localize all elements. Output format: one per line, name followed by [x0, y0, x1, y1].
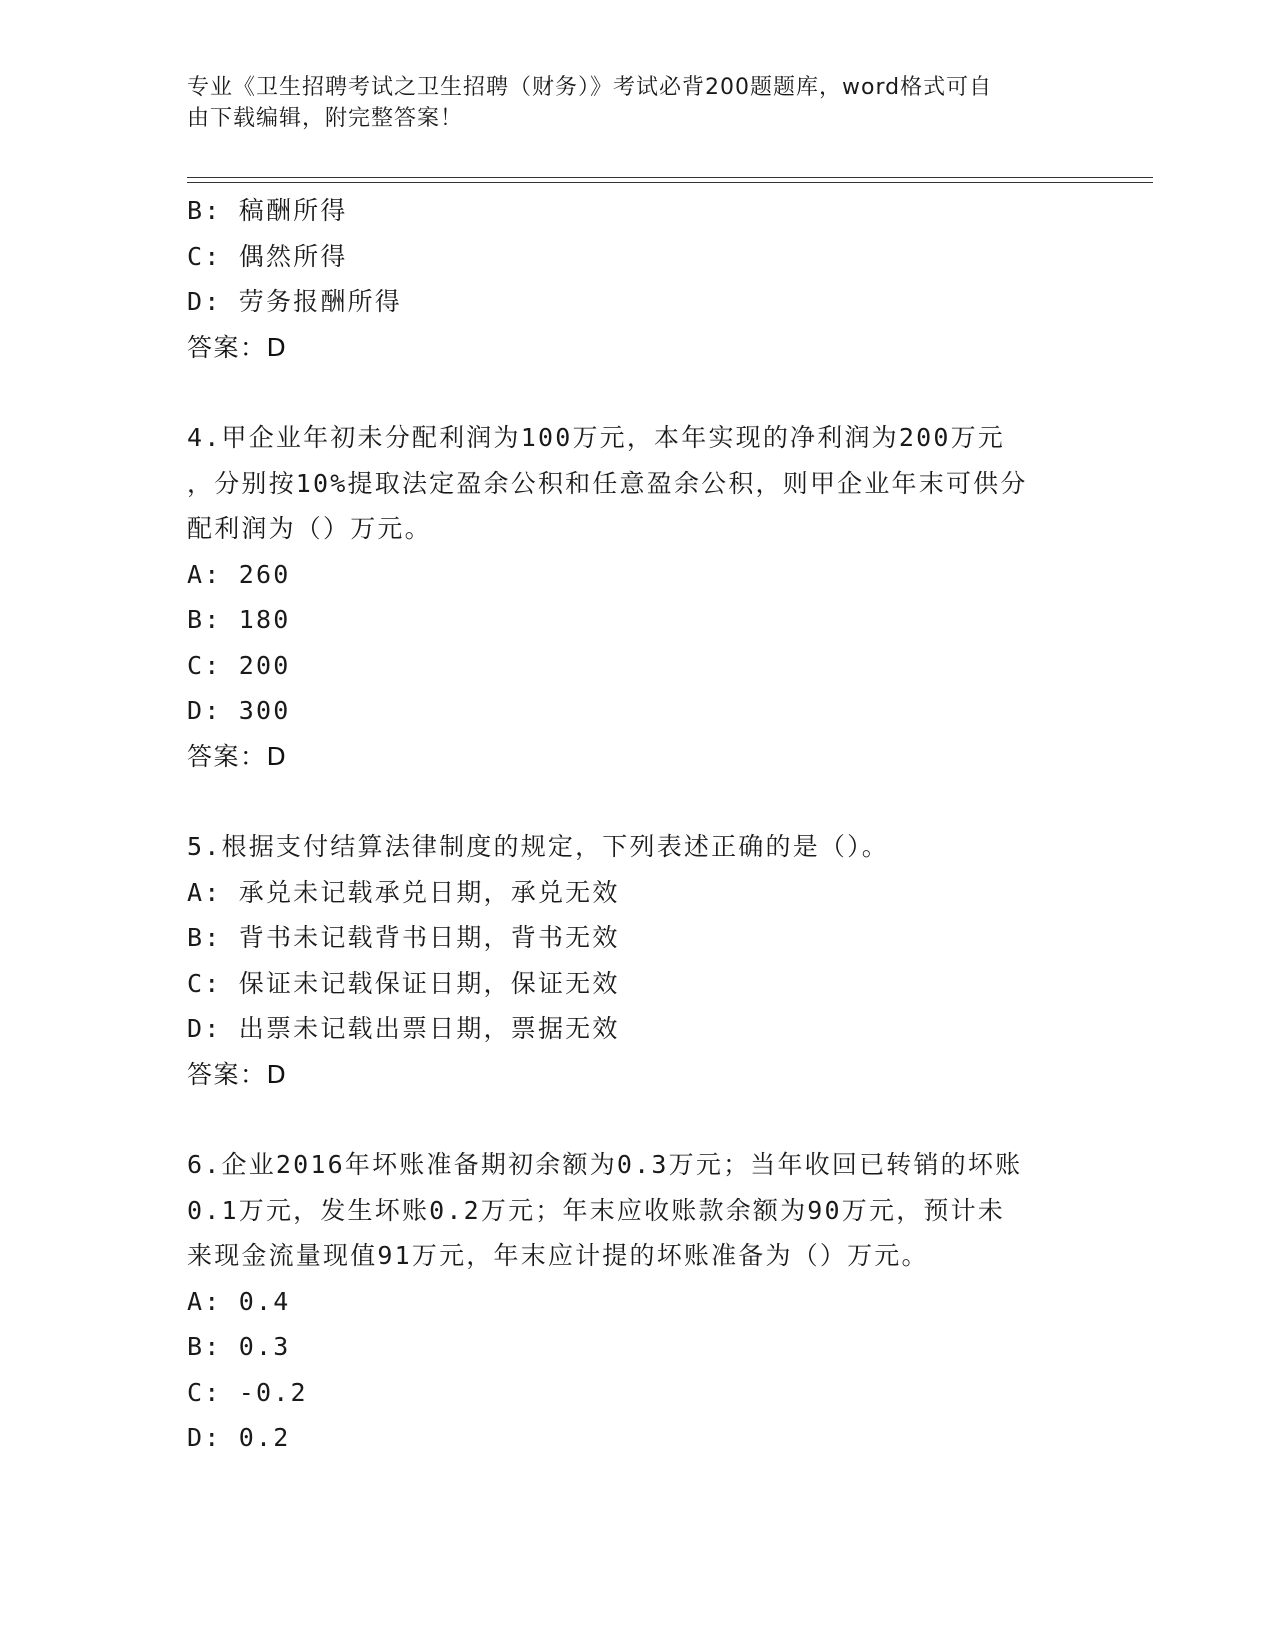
- option-b: B: 180: [187, 605, 291, 634]
- option-d: D: 0.2: [187, 1423, 291, 1452]
- question-text-line: 0.1万元，发生坏账0.2万元；年末应收账款余额为90万元，预计未: [187, 1195, 1006, 1225]
- header-line-1: 专业《卫生招聘考试之卫生招聘（财务）》考试必背200题题库，word格式可自: [187, 75, 993, 100]
- question-5: [187, 824, 1087, 1097]
- spacer: [187, 370, 1087, 415]
- question-text-line: ，分别按10%提取法定盈余公积和任意盈余公积，则甲企业年末可供分: [187, 468, 1028, 498]
- option-c: C: 200: [187, 650, 291, 680]
- option-a: A: 承兑未记载承兑日期，承兑无效: [187, 877, 620, 907]
- option-c: C: 偶然所得: [187, 241, 348, 271]
- document-header: [187, 72, 1067, 134]
- header-line-2: 由下载编辑，附完整答案！: [187, 106, 464, 131]
- option-d: D: 劳务报酬所得: [187, 287, 402, 316]
- option-d: D: 300: [187, 696, 291, 725]
- answer-line: 答案：D: [187, 741, 288, 771]
- option-c: C: 保证未记载保证日期，保证无效: [187, 968, 620, 998]
- spacer: [187, 1097, 1087, 1142]
- question-text-line: 配利润为（）万元。: [187, 514, 432, 543]
- option-b: B: 背书未记载背书日期，背书无效: [187, 923, 620, 952]
- question-text-line: 5.根据支付结算法律制度的规定，下列表述正确的是（）。: [187, 832, 890, 861]
- option-b: B: 稿酬所得: [187, 196, 348, 225]
- option-c: C: -0.2: [187, 1377, 308, 1407]
- question-6: [187, 1142, 1087, 1461]
- question-list: [187, 188, 1087, 1461]
- option-a: A: 0.4: [187, 1286, 291, 1316]
- question-text-line: 来现金流量现值91万元，年末应计提的坏账准备为（）万元。: [187, 1241, 929, 1270]
- option-d: D: 出票未记载出票日期，票据无效: [187, 1014, 620, 1043]
- answer-line: 答案：D: [187, 332, 288, 362]
- question-4: [187, 415, 1087, 779]
- option-b: B: 0.3: [187, 1332, 291, 1361]
- answer-line: 答案：D: [187, 1059, 288, 1089]
- spacer: [187, 779, 1087, 824]
- question-text-line: 6.企业2016年坏账准备期初余额为0.3万元；当年收回已转销的坏账: [187, 1150, 1023, 1179]
- question-text-line: 4.甲企业年初未分配利润为100万元，本年实现的净利润为200万元: [187, 423, 1006, 452]
- option-a: A: 260: [187, 559, 291, 589]
- header-divider-top: [187, 177, 1153, 178]
- question-3-continuation: [187, 188, 1087, 370]
- header-divider-bottom: [187, 182, 1153, 183]
